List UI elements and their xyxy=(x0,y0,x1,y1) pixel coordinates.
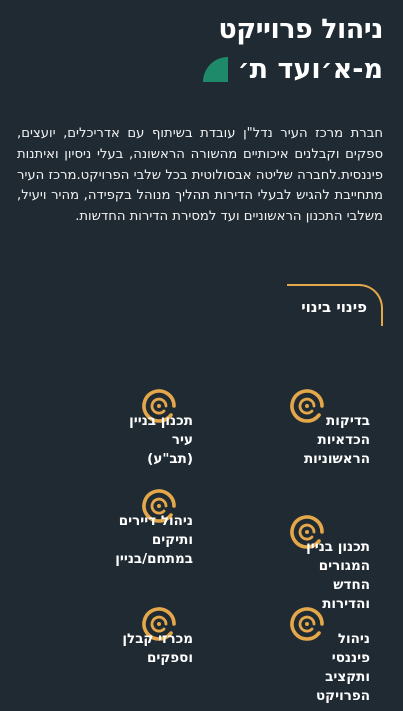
description-text: חברת מרכז העיר נדל"ן עובדת בשיתוף עם אדריכלים, יועצים, ספקים וקבלנים איכותיים מהשורה הראשונה, בעלי ניסיון ואיתנות פיננסית.לחברה שליטה אבסולוטית בכל שלבי הפרויקט.מרכז העיר מתחייבת להגיש לבעלי הדירות תהליך מנוהל בקפידה, מהיר ויעיל, משלבי התכנון הראשוניים ועד למסירת הדירות החדשות. xyxy=(17,126,383,225)
page-title: ניהול פרוייקט xyxy=(218,14,383,45)
list-item xyxy=(83,488,193,578)
item-label: ניהול פיננסי ותקציב הפרויקט xyxy=(316,631,370,704)
item-label: מכרזי קבלן וספקים xyxy=(122,631,193,666)
tab-label: פינוי בינוי xyxy=(301,298,367,316)
item-label: תכנון בניין המגורים החדש והדירות xyxy=(306,539,370,612)
page-subtitle: מ-א׳ועד ת׳ xyxy=(237,54,383,85)
leaf-icon xyxy=(203,57,228,82)
list-item xyxy=(83,606,193,676)
subtitle-row xyxy=(203,54,383,85)
item-label: ניהול דיירים ותיקים במתחם/בניין xyxy=(115,513,193,567)
list-item xyxy=(273,388,383,478)
list-item xyxy=(273,606,383,711)
list-item xyxy=(83,388,193,478)
item-label: תכנון בניין עיר (תב"ע) xyxy=(129,413,193,467)
item-label: בדיקות הכדאיות הראשוניות xyxy=(303,413,370,467)
tab-pinui-binui[interactable] xyxy=(287,284,383,326)
